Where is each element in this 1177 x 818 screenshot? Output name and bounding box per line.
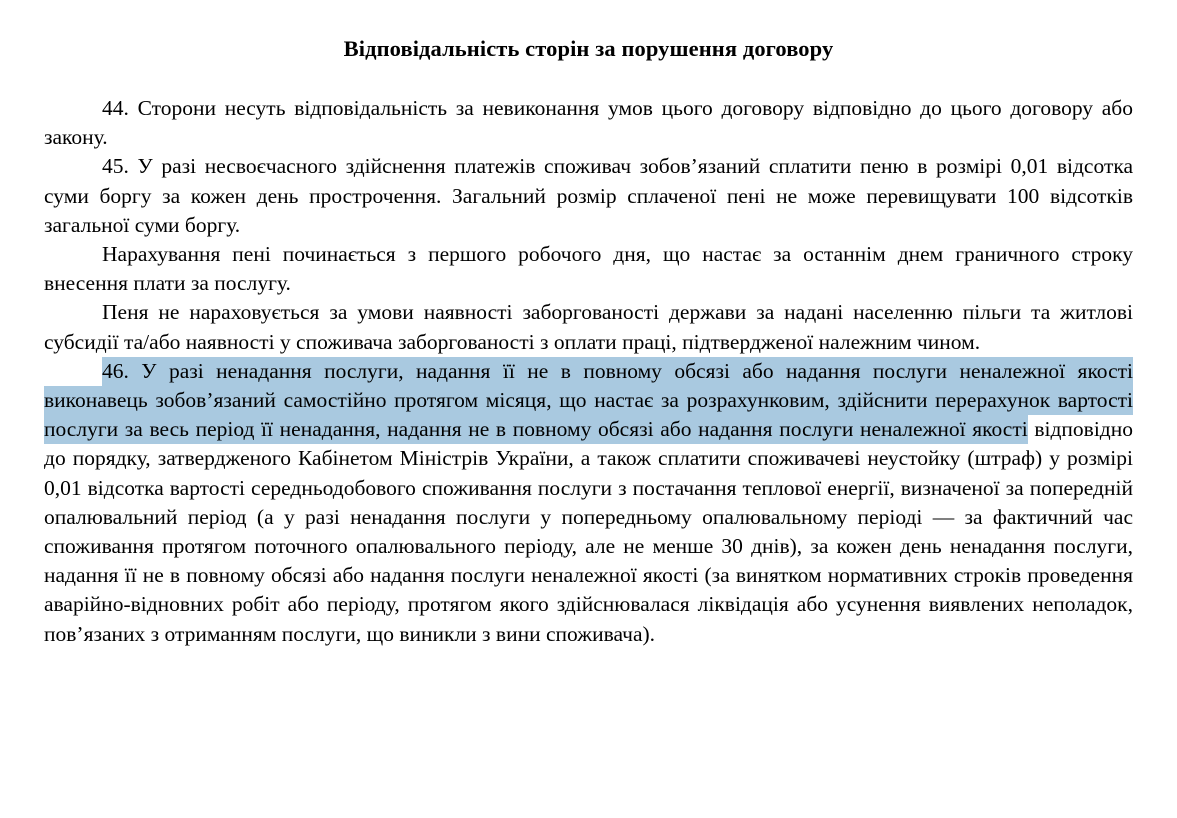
paragraph-penalty-start: Нарахування пені починається з першого робочого дня, що настає за останнім днем граничного строку внесення плати за послугу. bbox=[44, 242, 1133, 296]
document-body bbox=[0, 94, 1177, 649]
paragraph-46-remainder: відповідно до порядку, затвердженого Кабінетом Міністрів України, а також сплатити споживачеві неустойку (штраф) у розмірі 0,01 відсотка вартості середньодобового споживання послуги з постачання теплової енергії, визначеної за попередній опалювальний період (а у разі ненадання послуги у попередньому опалювальному періоді — за фактичний час споживання протягом поточного опалювального періоду, але не менше 30 днів), за кожен день ненадання послуги, надання її не в повному обсязі або надання послуги неналежної якості (за винятком нормативних строків проведення аварійно-відновних робіт або періоду, протягом якого здійснювалася ліквідація або усунення виявлених неполадок, пов’язаних з отриманням послуги, що виникли з вини споживача). bbox=[44, 417, 1134, 646]
page-title: Відповідальність сторін за порушення договору bbox=[343, 36, 834, 61]
selected-text-highlight[interactable]: 46. У разі ненадання послуги, надання її не в повному обсязі або надання послуги неналежної якості виконавець зобов’язаний самостійно протягом місяця, що настає за розрахунковим, здійснити перерахунок вартості послуги за весь період її ненадання, надання не в повному обсязі або надання послуги неналежної якості bbox=[44, 357, 1133, 444]
paragraph-44: 44. Сторони несуть відповідальність за невиконання умов цього договору відповідно до цього договору або закону. bbox=[44, 96, 1133, 150]
paragraph-45: 45. У разі несвоєчасного здійснення платежів споживач зобов’язаний сплатити пеню в розмірі 0,01 відсотка суми боргу за кожен день прострочення. Загальний розмір сплаченої пені не може перевищувати 100 відсотків загальної суми боргу. bbox=[44, 154, 1133, 237]
paragraph-46 bbox=[44, 357, 1133, 649]
paragraph-penalty-exemption: Пеня не нараховується за умови наявності заборгованості держави за надані населенню пільги та житлові субсидії та/або наявності у споживача заборгованості з оплати праці, підтвердженої належним чином. bbox=[44, 300, 1133, 354]
